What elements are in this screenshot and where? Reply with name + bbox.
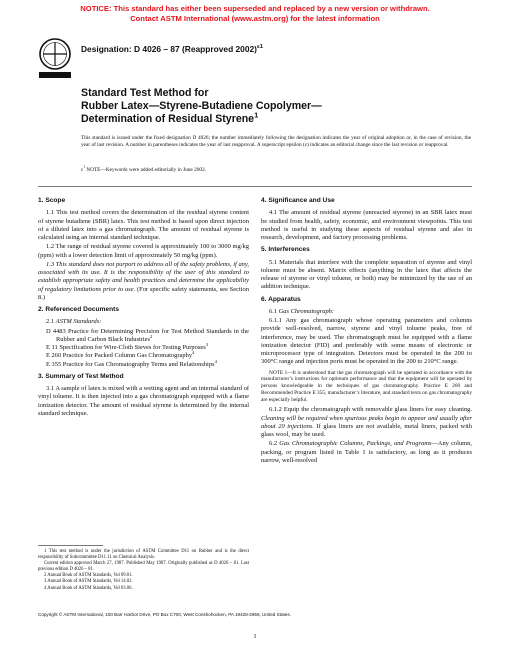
- para-6-1-italic: Gas Chromatograph:: [278, 307, 335, 315]
- page-number: 1: [253, 633, 257, 640]
- para-6-1-2-start: 6.1.2 Equip the chromatograph with removable glass liners for easy cleaning.: [269, 406, 472, 414]
- header-divider: [38, 186, 472, 187]
- section-4-heading: 4. Significance and Use: [261, 197, 335, 204]
- note-1: NOTE 1—It is understood that the gas chromatograph will be operated in accordance with the manufacturer’s instructions for optimum performance and that the equipment will be operated by persons knowledgeable in the techniques of gas chromatography. Practice E 260 and Recommended Practice E 355, manufacturer’s literature, and standard texts on gas chromatography are especially helpful.: [261, 369, 472, 403]
- ref-sup: 4: [192, 350, 195, 356]
- astm-logo: [38, 37, 72, 81]
- ref-text: E 11 Specification for Wire-Cloth Sieves for Testing Purposes: [46, 344, 206, 351]
- notice-line-2: Contact ASTM International (www.astm.org) for the latest information: [130, 13, 380, 23]
- para-4-1: 4.1 The amount of residual styrene (unreacted styrene) in an SBR latex must be studied from health, safety, economic, and environment viewpoints. This test method is useful in studying these aspects of residual styrene and also in research, development, and factory processing problems.: [261, 209, 472, 241]
- reference-d4483: [38, 328, 249, 345]
- para-5-1: 5.1 Materials that interfere with the complete separation of styrene and vinyl toluene must be absent. Matrix effects (anything in the latex that affects the release of styrene or vinyl toluene, or both) may be minimized by the use of an addition technique.: [261, 258, 472, 291]
- epsilon-sup: 1: [83, 165, 86, 170]
- designation: [81, 44, 263, 54]
- epsilon-text: NOTE—Keywords were added editorially in June 2002.: [85, 167, 207, 173]
- para-1-2: 1.2 The range of residual styrene covered is approximately 100 to 3000 mg/kg (ppm) with a lower detection limit of approximately 50 mg/kg (ppm).: [38, 243, 249, 259]
- reference-e355: [38, 358, 249, 369]
- para-1-1: 1.1 This test method covers the determination of the residual styrene content of styrene butadiene (SBR) latex. This test method is based upon direct injection of a diluted latex into a gas chromatograph. The amount of residual styrene is calculated using an internal standard technique.: [38, 209, 249, 241]
- right-column: [261, 193, 472, 466]
- para-6-2: [261, 440, 472, 465]
- section-2-heading: 2. Referenced Documents: [38, 306, 119, 313]
- title-line-3: Determination of Residual Styrene: [81, 112, 255, 125]
- withdrawal-notice: [0, 4, 510, 23]
- footnote-divider: [38, 545, 103, 546]
- para-6-1-1: 6.1.1 Any gas chromatograph whose operating parameters and columns provide well-resolved, narrow, styrene and vinyl toluene peaks, free of interference, may be used. The chromatograph must be equipped with a flame ionization detector (FID) and preferably with some means of electronic or microprocessor type of integration. Detectors must be operated in the 200 to 300°C range and injection ports must be operated in the 200 to 210°C range.: [261, 317, 472, 366]
- para-6-2-italic: Gas Chromatographic Columns, Packings, and Programs: [279, 440, 432, 448]
- para-6-1-2-rest: If glass liners are not available, metal liners, packed with glass wool, may be used.: [261, 422, 472, 439]
- epsilon-mark: ε: [81, 167, 84, 173]
- ref-sup: 3: [205, 341, 208, 347]
- para-3-1: 3.1 A sample of latex is mixed with a wetting agent and an internal standard of vinyl toluene. It is then injected into a gas chromatograph equipped with a flame ionization detector. The amount of residual styrene is determined by the internal standard technique.: [38, 385, 249, 417]
- designation-text: Designation: D 4026 – 87 (Reapproved 2002): [81, 44, 257, 54]
- section-6-heading: 6. Apparatus: [261, 295, 301, 303]
- para-6-2-rest: —Any column, packing, or program listed in Table 1 is satisfactory, as long as it produces narrow, well-resolved: [261, 440, 472, 464]
- title-line-1: Standard Test Method for: [81, 87, 209, 99]
- title-line-2: Rubber Latex—Styrene-Butadiene Copolymer—: [81, 99, 322, 112]
- section-3-heading: 3. Summary of Test Method: [38, 372, 124, 380]
- para-1-3: [38, 261, 249, 302]
- copyright-line: Copyright © ASTM International, 100 Barr Harbor Drive, PO Box C700, West Conshohocken, PA 19428-2959, United States.: [38, 612, 291, 617]
- reference-e260: [38, 352, 249, 360]
- footnote-1: 1 This test method is under the jurisdiction of ASTM Committee D11 on Rubber and is the direct responsibility of Subcommittee D11.11 on Chemical Analysis.: [38, 549, 249, 561]
- ref-sup: 4: [214, 358, 217, 364]
- footnote-4: 4 Annual Book of ASTM Standards, Vol 03.06.: [44, 585, 133, 591]
- reference-e11: [38, 341, 249, 352]
- footnote-2: 2 Annual Book of ASTM Standards, Vol 09.01.: [44, 573, 133, 579]
- ref-text: E 355 Practice for Gas Chromatography Terms and Relationships: [46, 360, 215, 368]
- para-6-1-2-italic: Cleaning will be required when spurious peaks begin to appear and usually after about 20 injections.: [261, 414, 472, 430]
- title-footnote-mark: 1: [254, 110, 259, 120]
- ref-text: D 4483 Practice for Determining Precision for Test Method Standards in the Rubber and Carbon Black Industries: [46, 327, 249, 343]
- para-1-3-italic: 1.3 This standard does not purport to address all of the safety problems, if any, associated with its use. It is the responsibility of the user of this standard to establish appropriate safety and health practices and determine the applicability of regulatory limitations prior to use.: [38, 260, 249, 293]
- footnotes: [38, 549, 249, 592]
- document-title: [81, 87, 441, 125]
- notice-line-1: NOTICE: This standard has either been superseded and replaced by a new version or withdrawn.: [80, 4, 430, 13]
- left-column: [38, 193, 249, 419]
- footnote-3: 3 Annual Book of ASTM Standards, Vol 14.02.: [44, 579, 133, 585]
- ref-sup: 2: [150, 333, 153, 339]
- section-1-heading: 1. Scope: [38, 197, 66, 204]
- para-6-1: [261, 308, 472, 316]
- para-6-2-num: 6.2: [269, 440, 280, 448]
- standard-issue-note: This standard is issued under the fixed designation D 4026; the number immediately following the designation indicates the year of original adoption or, in the case of revision, the year of last revision. A number in parentheses indicates the year of last reapproval. A superscript epsilon (ε) indicates an editorial change since the last revision or reapproval.: [81, 135, 471, 148]
- para-2-1-num: 2.1: [46, 318, 56, 326]
- ref-text: E 260 Practice for Packed Column Gas Chromatography: [46, 352, 193, 360]
- para-2-1-italic: ASTM Standards:: [55, 318, 102, 326]
- para-2-1: [38, 318, 249, 326]
- para-1-3-rest: (For specific safety statements, see Section 8.): [38, 285, 249, 301]
- designation-mark: ε1: [256, 44, 263, 51]
- epsilon-note: [81, 167, 206, 173]
- section-5-heading: 5. Interferences: [261, 246, 310, 254]
- para-6-1-num: 6.1: [269, 307, 279, 315]
- footnote-edition: Current edition approved March 27, 1987. Published May 1987. Originally published as D 4026 – 81. Last previous edition D 4026 – 81.: [38, 561, 249, 573]
- para-6-1-2: [261, 406, 472, 439]
